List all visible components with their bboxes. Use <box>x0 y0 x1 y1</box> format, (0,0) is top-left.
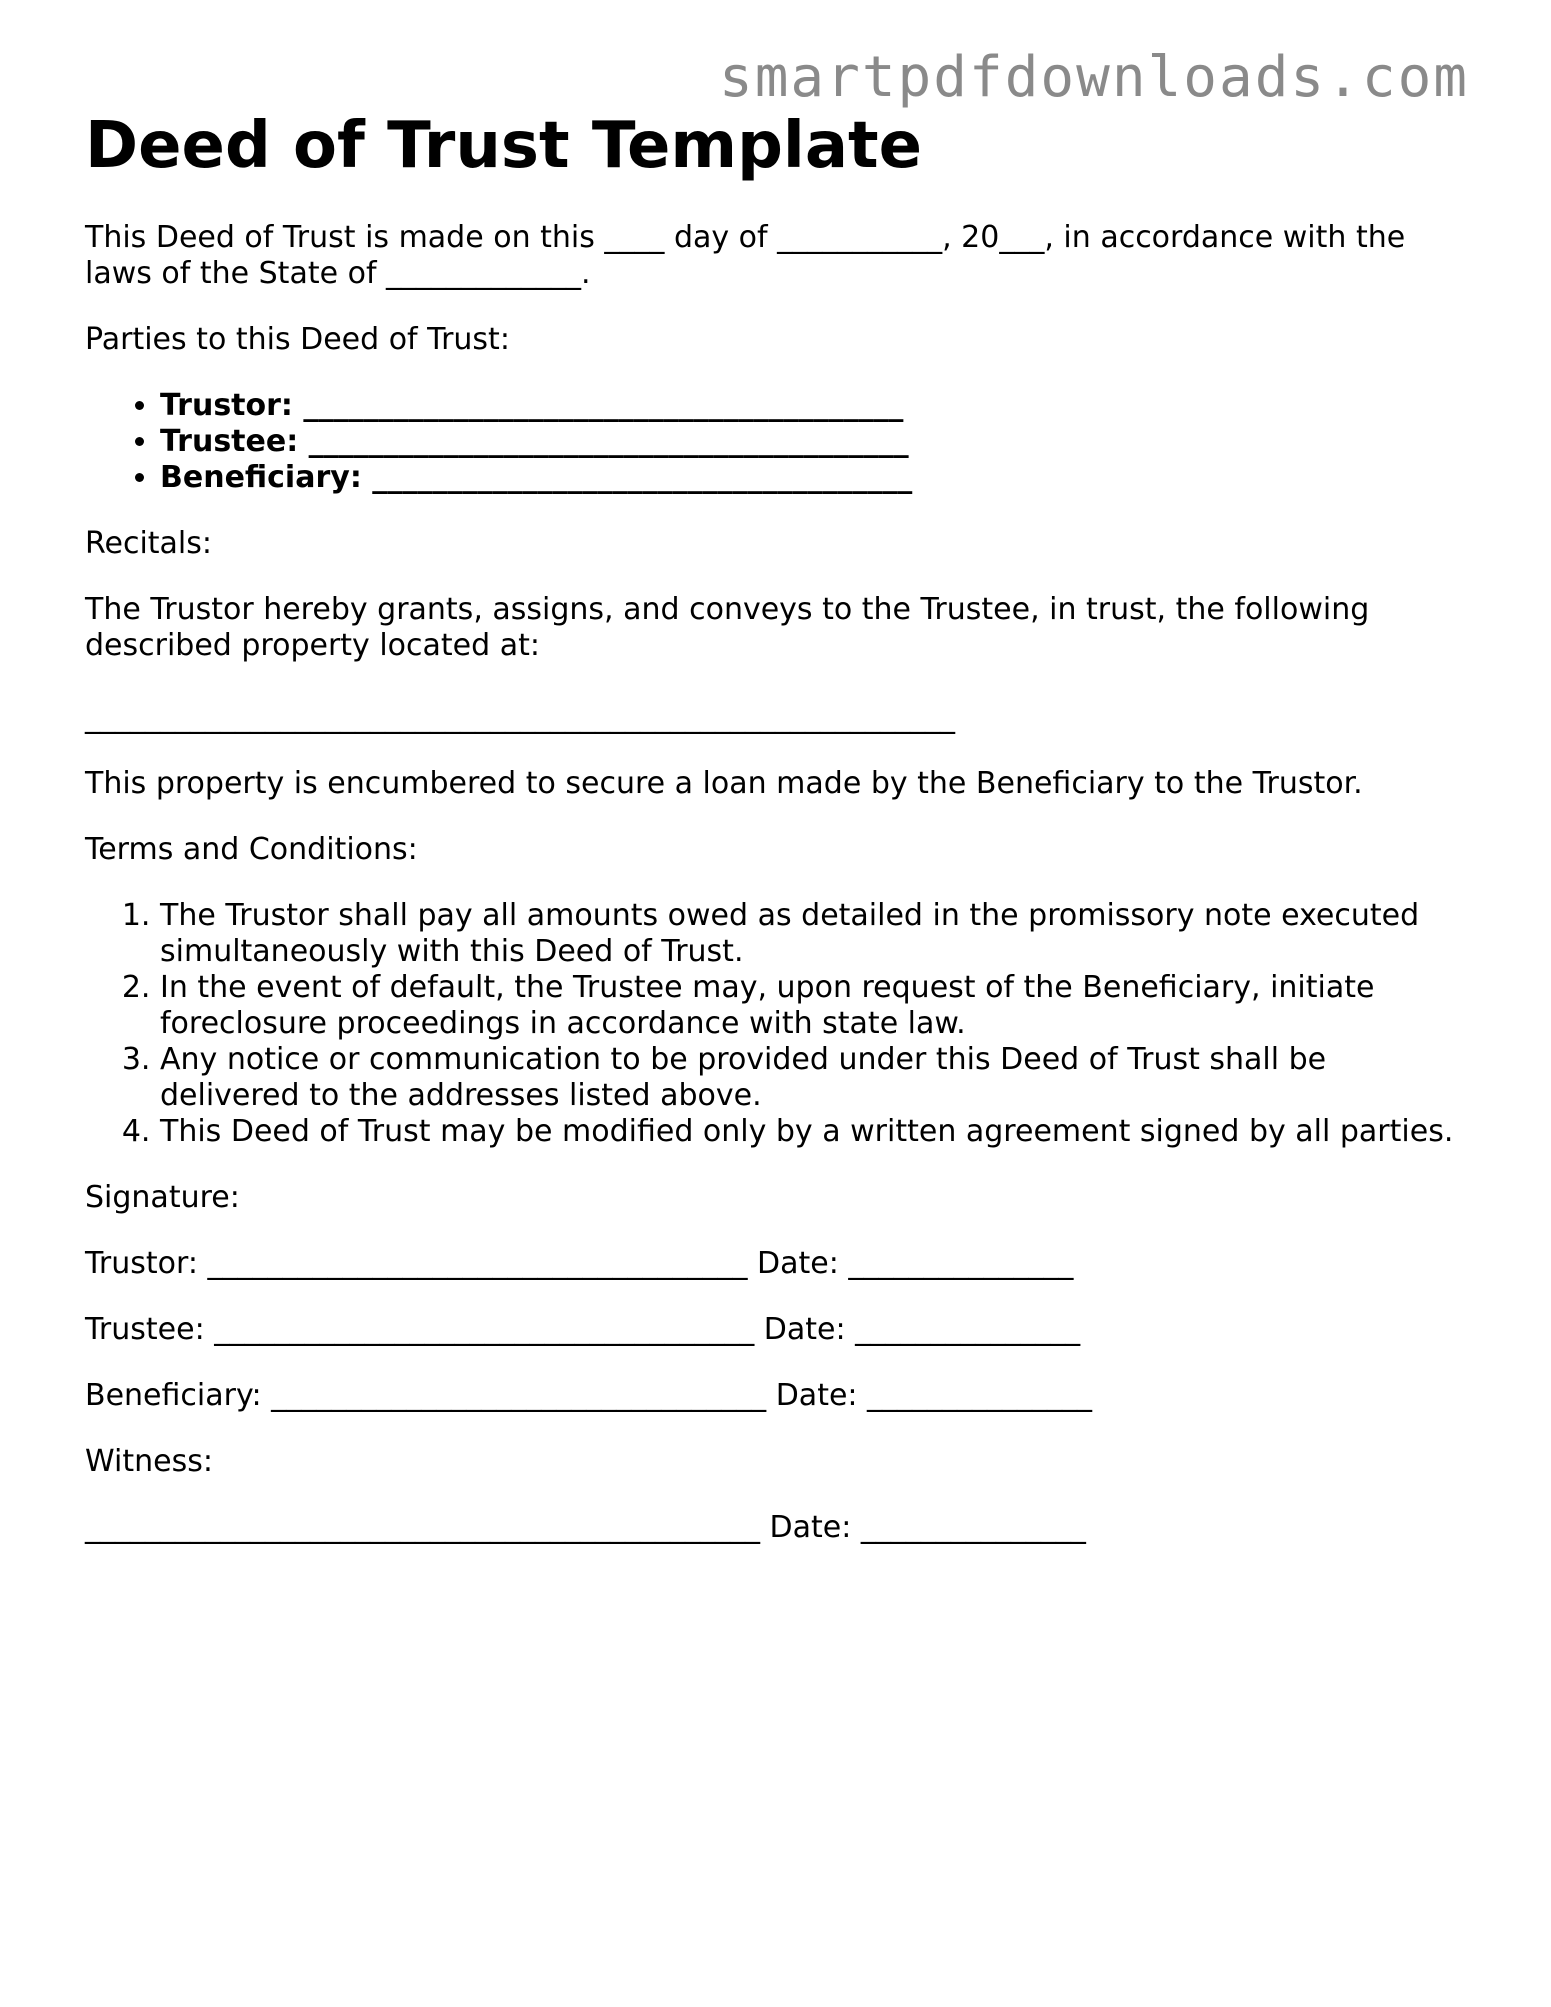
term-item: 1. The Trustor shall pay all amounts owed as detailed in the promissory note executed simultaneously with this Deed of Trust. <box>160 898 1475 970</box>
party-blank: ____________________________________ <box>372 460 913 495</box>
party-label: Trustor: <box>160 388 293 423</box>
document <box>85 110 1475 1546</box>
document-title: Deed of Trust Template <box>85 109 923 183</box>
witness-signature-line: _____________________________________________ Date: _______________ <box>85 1510 1086 1545</box>
party-trustee <box>160 424 1475 460</box>
signature-heading: Signature: <box>85 1180 240 1215</box>
parties-heading: Parties to this Deed of Trust: <box>85 322 510 357</box>
party-label: Trustee: <box>160 424 299 459</box>
encumbrance-paragraph: This property is encumbered to secure a loan made by the Beneficiary to the Trustor. <box>85 766 1363 801</box>
witness-heading: Witness: <box>85 1444 213 1479</box>
recitals-paragraph: The Trustor hereby grants, assigns, and conveys to the Trustee, in trust, the following described property located at: <box>85 592 1370 663</box>
watermark: smartpdfdownloads.com <box>718 45 1469 110</box>
term-item: 3. Any notice or communication to be provided under this Deed of Trust shall be delivered to the addresses listed above. <box>160 1042 1475 1114</box>
signature-line-trustor: Trustor: ____________________________________ Date: _______________ <box>85 1246 1074 1281</box>
terms-list <box>85 898 1475 1150</box>
party-blank: ________________________________________ <box>303 388 904 423</box>
party-trustor <box>160 388 1475 424</box>
recitals-heading: Recitals: <box>85 526 213 561</box>
parties-list <box>85 388 1475 496</box>
party-beneficiary <box>160 460 1475 496</box>
term-item: 4. This Deed of Trust may be modified only by a written agreement signed by all parties. <box>160 1114 1475 1150</box>
party-label: Beneficiary: <box>160 460 362 495</box>
party-blank: ________________________________________ <box>308 424 909 459</box>
term-item: 2. In the event of default, the Trustee may, upon request of the Beneficiary, initiate foreclosure proceedings in accordance with state law. <box>160 970 1475 1042</box>
terms-heading: Terms and Conditions: <box>85 832 418 867</box>
property-blank: __________________________________________________________ <box>85 700 955 735</box>
signature-line-trustee: Trustee: ____________________________________ Date: _______________ <box>85 1312 1081 1347</box>
intro-paragraph: This Deed of Trust is made on this ____ day of ___________, 20___, in accordance with the laws of the State of _____________. <box>85 220 1406 291</box>
signature-line-beneficiary: Beneficiary: _________________________________ Date: _______________ <box>85 1378 1093 1413</box>
